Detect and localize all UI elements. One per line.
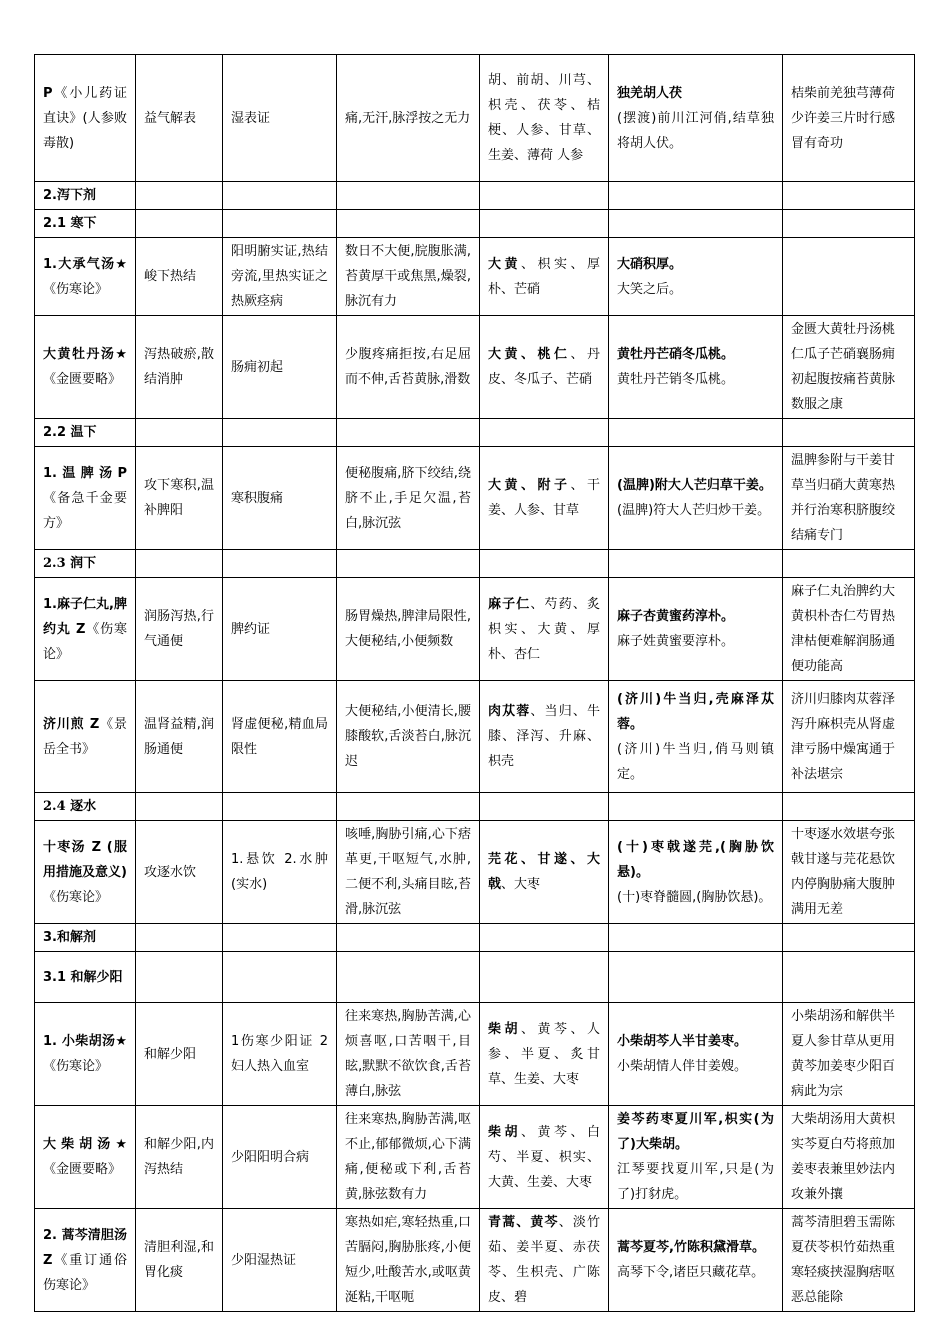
- symptoms-cell: [337, 1003, 480, 1106]
- cell-text: 《伤寒论》: [43, 621, 127, 662]
- cell-text: 蒿芩清胆碧玉需陈夏茯苓枳竹茹热重寒轻痰挟湿胸痞呕恶总能除: [791, 1215, 896, 1305]
- cell-text: 《重订通俗伤寒论》: [43, 1252, 127, 1293]
- cell-text: 、枳实、厚朴、芒硝: [488, 256, 600, 297]
- empty-cell: [480, 419, 609, 447]
- symptoms-cell: [337, 1106, 480, 1209]
- cell-text: 攻逐水饮: [144, 864, 197, 880]
- bold-text: 大柴胡汤★: [43, 1137, 127, 1152]
- section-header-label: 3.1 和解少阳: [43, 969, 123, 985]
- formula-table: [34, 54, 915, 1312]
- table-row: [35, 1106, 915, 1209]
- bold-text: 青蒿、黄芩: [488, 1215, 559, 1230]
- cell-text: 肾虚便秘,精血局限性: [231, 716, 328, 757]
- cell-text: 泻热破瘀,散结消肿: [144, 347, 214, 387]
- empty-cell: [136, 924, 223, 952]
- formula-name-cell: [35, 1106, 136, 1209]
- bold-text: 麻子杏黄蜜药淳朴。: [617, 609, 735, 624]
- indication-cell: [223, 681, 337, 793]
- efficacy-cell: [136, 316, 223, 419]
- cell-text: 江琴要找夏川军,只是(为了)打豺虎。: [617, 1162, 774, 1202]
- cell-text: 高琴下令,诸臣只藏花草。: [617, 1265, 765, 1280]
- cell-text: 《备急千金要方》: [43, 490, 127, 531]
- cell-text: 小柴胡情人伴甘姜嫂。: [617, 1059, 748, 1074]
- bold-text: 大黄: [488, 256, 521, 272]
- formula-name-cell: [35, 1003, 136, 1106]
- cell-text: 桔柴前羌独芎薄荷少许姜三片时行感冒有奇功: [791, 85, 896, 151]
- indication-cell: [223, 821, 337, 924]
- cell-text: 温脾参附与干姜甘草当归硝大黄寒热并行治寒积脐腹绞结痛专门: [791, 453, 896, 543]
- bold-text: 小柴胡芩人半甘姜枣。: [617, 1034, 748, 1049]
- symptoms-cell: [337, 1209, 480, 1312]
- symptoms-cell: [337, 578, 480, 681]
- empty-cell: [337, 952, 480, 1003]
- empty-cell: [783, 210, 915, 238]
- verse-cell: [783, 1106, 915, 1209]
- cell-text: (摆渡)前川江河俏,结草独将胡人伏。: [617, 110, 774, 151]
- empty-cell: [609, 419, 783, 447]
- cell-text: 《伤寒论》: [43, 889, 109, 905]
- cell-text: 阳明腑实证,热结旁流,里热实证之热厥痉病: [231, 244, 328, 309]
- cell-text: (温脾)符大人芒归炒干姜。: [617, 503, 771, 518]
- section-header-cell: [35, 924, 136, 952]
- section-header-row: [35, 924, 915, 952]
- table-row: [35, 1003, 915, 1106]
- cell-text: 往来寒热,胸胁苦满,心烦喜呕,口苦咽干,目眩,默默不欲饮食,舌苔薄白,脉弦: [345, 1009, 471, 1099]
- indication-cell: [223, 238, 337, 316]
- cell-text: 济川归膝肉苁蓉泽泻升麻枳壳从肾虚津亏肠中燥寓通于补法堪宗: [791, 691, 896, 782]
- cell-text: 痛,无汗,脉浮按之无力: [345, 110, 471, 126]
- bold-text: 肉苁蓉: [488, 704, 531, 719]
- symptoms-cell: [337, 316, 480, 419]
- symptoms-cell: [337, 447, 480, 550]
- table-body: [35, 55, 915, 1312]
- empty-cell: [480, 550, 609, 578]
- table-row: [35, 316, 915, 419]
- cell-text: 润肠泻热,行气通便: [144, 609, 214, 649]
- cell-text: 咳唾,胸胁引痛,心下痞革更,干呕短气,水肿,二便不利,头痛目眩,苔滑,脉沉弦: [345, 827, 471, 917]
- cell-text: 大笑之后。: [617, 281, 683, 297]
- ingredients-cell: [480, 55, 609, 182]
- section-header-cell: [35, 952, 136, 1003]
- empty-cell: [609, 952, 783, 1003]
- table-row: [35, 681, 915, 793]
- cell-text: 和解少阳: [144, 1046, 197, 1062]
- cell-text: 金匮大黄牡丹汤桃仁瓜子芒硝襄肠痈初起腹按痛苔黄脉数服之康: [791, 322, 896, 412]
- empty-cell: [609, 182, 783, 210]
- cell-text: 和解少阳,内泻热结: [144, 1137, 214, 1177]
- empty-cell: [609, 924, 783, 952]
- empty-cell: [337, 210, 480, 238]
- cell-text: 《景岳全书》: [43, 716, 127, 757]
- efficacy-cell: [136, 578, 223, 681]
- section-header-row: [35, 550, 915, 578]
- verse-cell: [783, 578, 915, 681]
- empty-cell: [783, 419, 915, 447]
- mnemonic-cell: [609, 1209, 783, 1312]
- table-row: [35, 821, 915, 924]
- formula-name-cell: [35, 316, 136, 419]
- section-header-cell: [35, 182, 136, 210]
- verse-cell: [783, 238, 915, 316]
- cell-text: 胡、前胡、川芎、枳壳、茯苓、桔梗、人参、甘草、生姜、薄荷 人参: [488, 73, 600, 163]
- efficacy-cell: [136, 1209, 223, 1312]
- cell-text: 1.悬饮 2.水肿(实水): [231, 852, 328, 892]
- cell-text: 、干姜、人参、甘草: [488, 478, 600, 518]
- mnemonic-cell: [609, 447, 783, 550]
- mnemonic-cell: [609, 578, 783, 681]
- bold-text: 大黄牡丹汤★: [43, 347, 127, 362]
- cell-text: 少阳湿热证: [231, 1252, 297, 1268]
- empty-cell: [480, 924, 609, 952]
- empty-cell: [609, 793, 783, 821]
- mnemonic-cell: [609, 238, 783, 316]
- mnemonic-cell: [609, 1003, 783, 1106]
- empty-cell: [480, 210, 609, 238]
- ingredients-cell: [480, 578, 609, 681]
- ingredients-cell: [480, 1003, 609, 1106]
- cell-text: 峻下热结: [144, 269, 197, 284]
- formula-name-cell: [35, 1209, 136, 1312]
- cell-text: 湿表证: [231, 110, 271, 126]
- efficacy-cell: [136, 238, 223, 316]
- ingredients-cell: [480, 1209, 609, 1312]
- verse-cell: [783, 681, 915, 793]
- bold-text: 1. 小柴胡汤★: [43, 1034, 127, 1049]
- bold-text: 黄牡丹芒硝冬瓜桃。: [617, 347, 735, 362]
- empty-cell: [136, 952, 223, 1003]
- formula-name-cell: [35, 238, 136, 316]
- indication-cell: [223, 1209, 337, 1312]
- cell-text: 、淡竹茹、姜半夏、赤茯苓、生枳壳、广陈皮、碧: [488, 1215, 600, 1305]
- ingredients-cell: [480, 681, 609, 793]
- mnemonic-cell: [609, 55, 783, 182]
- cell-text: 、黄芩、白芍、半夏、枳实、大黄、生姜、大枣: [488, 1124, 600, 1190]
- cell-text: 《金匮要略》: [43, 372, 122, 387]
- cell-text: 、芍药、炙枳实、大黄、厚朴、杏仁: [488, 596, 600, 662]
- efficacy-cell: [136, 681, 223, 793]
- empty-cell: [136, 550, 223, 578]
- cell-text: 、丹皮、冬瓜子、芒硝: [488, 347, 600, 387]
- cell-text: 清胆利湿,和胃化痰: [144, 1240, 214, 1280]
- indication-cell: [223, 447, 337, 550]
- bold-text: 大黄、桃仁: [488, 347, 571, 362]
- cell-text: 寒热如疟,寒轻热重,口苦膈闷,胸胁胀疼,小便短少,吐酸苦水,或呕黄涎粘,干呕呃: [345, 1215, 471, 1305]
- cell-text: 小柴胡汤和解供半夏人参甘草从更用黄芩加姜枣少阳百病此为宗: [791, 1009, 896, 1099]
- empty-cell: [223, 550, 337, 578]
- cell-text: 大便秘结,小便清长,腰膝酸软,舌淡苔白,脉沉迟: [345, 704, 471, 769]
- section-header-row: [35, 793, 915, 821]
- bold-text: 2. 蒿芩清胆汤 Z: [43, 1227, 127, 1268]
- ingredients-cell: [480, 316, 609, 419]
- empty-cell: [480, 793, 609, 821]
- empty-cell: [783, 550, 915, 578]
- cell-text: 1伤寒少阳证 2妇人热入血室: [231, 1034, 328, 1074]
- empty-cell: [136, 210, 223, 238]
- efficacy-cell: [136, 1106, 223, 1209]
- formula-name-cell: [35, 447, 136, 550]
- bold-text: 柴胡: [488, 1124, 521, 1140]
- empty-cell: [136, 793, 223, 821]
- empty-cell: [783, 924, 915, 952]
- bold-text: (十)枣戟遂芫,(胸胁饮悬)。: [617, 839, 774, 880]
- efficacy-cell: [136, 447, 223, 550]
- section-header-cell: [35, 550, 136, 578]
- cell-text: 黄牡丹芒销冬瓜桃。: [617, 372, 735, 387]
- mnemonic-cell: [609, 681, 783, 793]
- empty-cell: [223, 952, 337, 1003]
- cell-text: 《伤寒论》: [43, 281, 109, 297]
- section-header-label: 2.泻下剂: [43, 188, 96, 203]
- section-header-row: [35, 210, 915, 238]
- empty-cell: [480, 952, 609, 1003]
- symptoms-cell: [337, 238, 480, 316]
- empty-cell: [136, 182, 223, 210]
- symptoms-cell: [337, 821, 480, 924]
- empty-cell: [783, 793, 915, 821]
- table-row: [35, 55, 915, 182]
- efficacy-cell: [136, 55, 223, 182]
- mnemonic-cell: [609, 316, 783, 419]
- section-header-label: 2.4 逐水: [43, 799, 97, 814]
- empty-cell: [609, 210, 783, 238]
- bold-text: 十枣汤 Z (服用措施及意义): [43, 839, 127, 880]
- cell-text: 、黄芩、人参、半夏、炙甘草、生姜、大枣: [488, 1021, 600, 1087]
- empty-cell: [783, 952, 915, 1003]
- bold-text: 柴胡: [488, 1021, 521, 1037]
- indication-cell: [223, 1003, 337, 1106]
- cell-text: 益气解表: [144, 110, 197, 126]
- empty-cell: [783, 182, 915, 210]
- bold-text: 芫花、甘遂、大戟: [488, 852, 600, 892]
- cell-text: 温肾益精,润肠通便: [144, 716, 214, 757]
- table-row: [35, 1209, 915, 1312]
- ingredients-cell: [480, 1106, 609, 1209]
- indication-cell: [223, 578, 337, 681]
- mnemonic-cell: [609, 1106, 783, 1209]
- formula-name-cell: [35, 55, 136, 182]
- cell-text: 便秘腹痛,脐下绞结,绕脐不止,手足欠温,苔白,脉沉弦: [345, 465, 471, 531]
- formula-name-cell: [35, 681, 136, 793]
- empty-cell: [223, 924, 337, 952]
- section-header-cell: [35, 210, 136, 238]
- empty-cell: [337, 924, 480, 952]
- table-row: [35, 238, 915, 316]
- cell-text: 脾约证: [231, 621, 271, 637]
- cell-text: 攻下寒积,温补脾阳: [144, 478, 214, 518]
- cell-text: 十枣逐水效堪夸张戟甘遂与芫花悬饮内停胸胁痛大腹肿满用无差: [791, 827, 896, 917]
- efficacy-cell: [136, 821, 223, 924]
- cell-text: 《伤寒论》: [43, 1059, 109, 1074]
- bold-text: 独羌胡人茯: [617, 85, 683, 101]
- cell-text: 肠胃燥热,脾津局限性,大便秘结,小便频数: [345, 609, 471, 649]
- bold-text: (济川)牛当归,壳麻泽苁蓉。: [617, 691, 774, 732]
- empty-cell: [337, 182, 480, 210]
- cell-text: 寒积腹痛: [231, 490, 284, 506]
- empty-cell: [480, 182, 609, 210]
- bold-text: 麻子仁: [488, 596, 531, 612]
- section-header-cell: [35, 419, 136, 447]
- indication-cell: [223, 316, 337, 419]
- bold-text: 1.温脾汤P: [43, 465, 127, 481]
- mnemonic-cell: [609, 821, 783, 924]
- efficacy-cell: [136, 1003, 223, 1106]
- section-header-cell: [35, 793, 136, 821]
- section-header-row: [35, 419, 915, 447]
- empty-cell: [609, 550, 783, 578]
- symptoms-cell: [337, 55, 480, 182]
- cell-text: 数日不大便,脘腹胀满,苔黄厚干或焦黑,燥裂,脉沉有力: [345, 244, 471, 309]
- verse-cell: [783, 821, 915, 924]
- empty-cell: [223, 210, 337, 238]
- ingredients-cell: [480, 447, 609, 550]
- cell-text: 、当归、牛膝、泽泻、升麻、枳壳: [488, 704, 600, 769]
- cell-text: 麻子姓黄蜜要淳朴。: [617, 634, 735, 649]
- formula-name-cell: [35, 578, 136, 681]
- verse-cell: [783, 55, 915, 182]
- bold-text: 1.大承气汤★: [43, 256, 127, 272]
- cell-text: (十)枣脊髓圆,(胸胁饮悬)。: [617, 889, 772, 905]
- section-header-label: 2.2 温下: [43, 425, 97, 440]
- bold-text: (温脾)附大人芒归草干姜。: [617, 478, 772, 493]
- section-header-label: 2.3 润下: [43, 556, 97, 571]
- ingredients-cell: [480, 821, 609, 924]
- section-header-label: 2.1 寒下: [43, 216, 97, 231]
- bold-text: P: [43, 85, 53, 101]
- cell-text: 肠痈初起: [231, 359, 284, 375]
- section-header-row: [35, 952, 915, 1003]
- cell-text: 《金匮要略》: [43, 1162, 122, 1177]
- empty-cell: [223, 793, 337, 821]
- empty-cell: [337, 793, 480, 821]
- bold-text: 济川煎 Z: [43, 716, 100, 732]
- indication-cell: [223, 55, 337, 182]
- cell-text: 大柴胡汤用大黄枳实芩夏白芍将煎加姜枣表兼里妙法内攻兼外攘: [791, 1112, 896, 1202]
- cell-text: 、大枣: [501, 877, 541, 892]
- cell-text: 《小儿药证直诀》(人参败毒散): [43, 85, 127, 151]
- ingredients-cell: [480, 238, 609, 316]
- bold-text: 姜芩药枣夏川军,枳实(为了)大柴胡。: [617, 1112, 774, 1152]
- bold-text: 1.麻子仁丸,脾约丸 Z: [43, 596, 127, 637]
- bold-text: 蒿芩夏芩,竹陈积黛滑草。: [617, 1240, 765, 1255]
- bold-text: 大黄、附子: [488, 478, 571, 493]
- empty-cell: [337, 419, 480, 447]
- empty-cell: [337, 550, 480, 578]
- section-header-row: [35, 182, 915, 210]
- section-header-label: 3.和解剂: [43, 930, 96, 945]
- symptoms-cell: [337, 681, 480, 793]
- cell-text: 麻子仁丸治脾约大黄枳朴杏仁芍胃热津枯便难解润肠通便功能高: [791, 584, 896, 674]
- verse-cell: [783, 316, 915, 419]
- cell-text: 往来寒热,胸胁苦满,呕不止,郁郁微烦,心下满痛,便秘或下利,舌苔黄,脉弦数有力: [345, 1112, 471, 1202]
- table-row: [35, 578, 915, 681]
- verse-cell: [783, 447, 915, 550]
- verse-cell: [783, 1003, 915, 1106]
- formula-name-cell: [35, 821, 136, 924]
- cell-text: 少阳阳明合病: [231, 1149, 310, 1165]
- empty-cell: [223, 182, 337, 210]
- table-row: [35, 447, 915, 550]
- bold-text: 大硝积厚。: [617, 256, 683, 272]
- empty-cell: [223, 419, 337, 447]
- cell-text: (济川)牛当归,俏马则镇定。: [617, 741, 774, 782]
- empty-cell: [136, 419, 223, 447]
- cell-text: 少腹疼痛拒按,右足屈而不伸,舌苔黄脉,滑数: [345, 347, 471, 387]
- verse-cell: [783, 1209, 915, 1312]
- indication-cell: [223, 1106, 337, 1209]
